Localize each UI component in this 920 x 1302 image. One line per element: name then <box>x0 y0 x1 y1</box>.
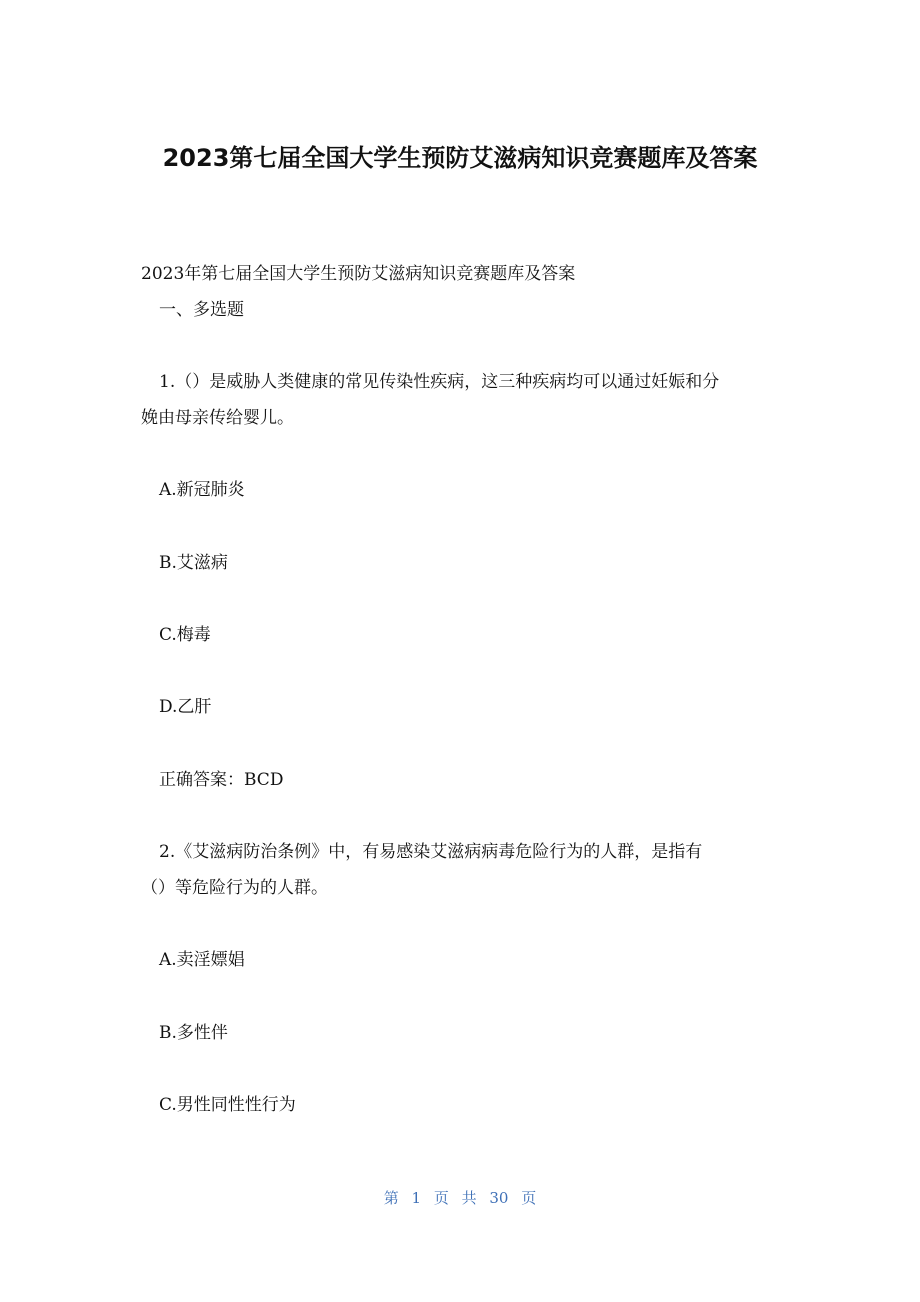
question-1-text-line2: 娩由母亲传给婴儿。 <box>141 408 294 428</box>
document-subtitle: 2023年第七届全国大学生预防艾滋病知识竞赛题库及答案 <box>141 264 576 284</box>
question-2-option-a: A.卖淫嫖娼 <box>159 950 245 970</box>
question-1-text-line1: 1.（）是威胁人类健康的常见传染性疾病，这三种疾病均可以通过妊娠和分 <box>159 372 720 392</box>
question-1-answer: 正确答案：BCD <box>159 770 284 790</box>
question-1-option-a: A.新冠肺炎 <box>159 480 245 500</box>
page-number-footer: 第 1 页 共 30 页 <box>383 1189 537 1207</box>
question-2-option-b: B.多性伴 <box>159 1023 228 1043</box>
page-title: 2023第七届全国大学生预防艾滋病知识竞赛题库及答案 <box>162 144 758 172</box>
question-2-text-line1: 2.《艾滋病防治条例》中，有易感染艾滋病病毒危险行为的人群，是指有 <box>159 842 703 862</box>
question-1-option-b: B.艾滋病 <box>159 553 228 573</box>
section-heading: 一、多选题 <box>159 300 244 320</box>
question-1-option-c: C.梅毒 <box>159 625 211 645</box>
question-2-option-c: C.男性同性性行为 <box>159 1095 296 1115</box>
question-1-option-d: D.乙肝 <box>159 697 212 717</box>
question-2-text-line2: （）等危险行为的人群。 <box>141 878 328 898</box>
